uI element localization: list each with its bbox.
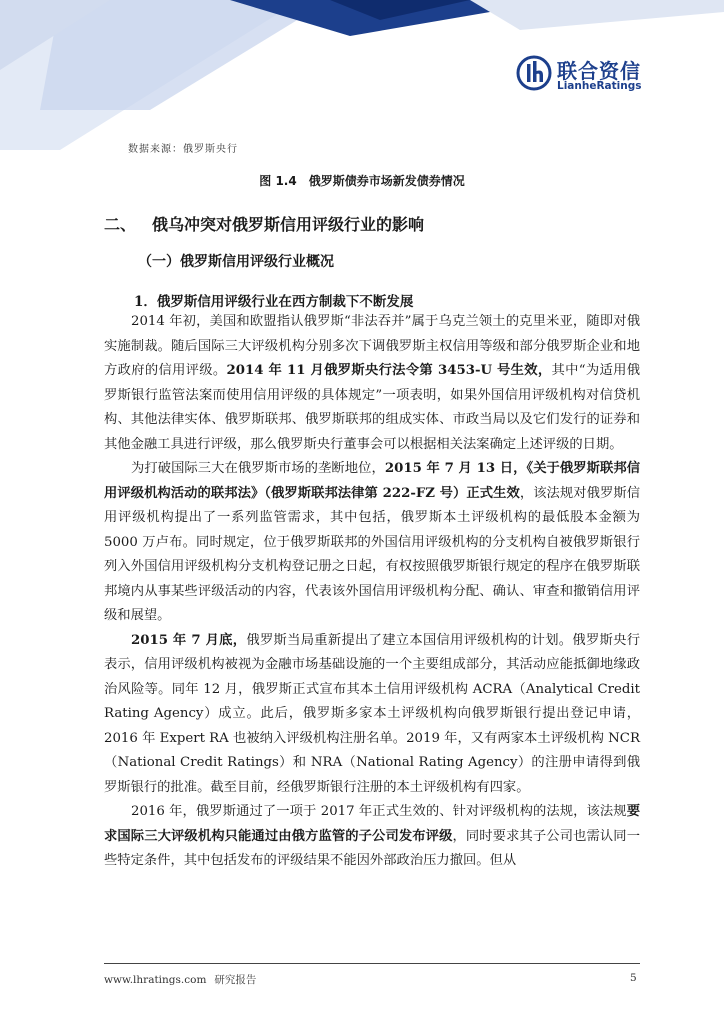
footer-website-link[interactable]: www.lhratings.com: [104, 974, 207, 986]
paragraph-2-part-a: 为打破国际三大在俄罗斯市场的垄断地位，: [131, 461, 385, 476]
data-source-note: 数据来源：俄罗斯央行: [128, 144, 238, 155]
subsubsection-heading: 1．俄罗斯信用评级行业在西方制裁下不断发展: [134, 294, 414, 310]
footer-doc-type: 研究报告: [214, 974, 257, 986]
paragraph-3-bold: 2015 年 7 月底，: [131, 632, 247, 648]
paragraph-1: [104, 310, 640, 457]
banner-shape-pale-right: [470, 0, 724, 30]
paragraph-2: [104, 457, 640, 629]
footer-divider: [104, 963, 640, 964]
logo-english-name: LianheRatings: [557, 80, 642, 92]
figure-caption: 图 1.4 俄罗斯债券市场新发债券情况: [259, 174, 465, 188]
paragraph-4-bold: 要求国际三大评级机构只能通过由俄方监管的子公司发布评级: [104, 804, 640, 844]
paragraph-3-part-b: 俄罗斯当局重新提出了建立本国信用评级机构的计划。俄罗斯央行表示，信用评级机构被视为金融市场基础设施的一个主要组成部分，其活动应能抵御地缘政治风险等。同年 12 月，俄罗斯正式宣布其本土信用评级机构 ACRA（Analytical Credit Rating Agency）成立。此后，俄罗斯多家本土评级机构向俄罗斯银行提出登记申请，2016 年 Expert RA 也被纳入评级机构注册名单。2019 年，又有两家本土评级机构 NCR（National Credit Ratings）和 NRA（National Rating Agency）的注册申请得到俄罗斯银行的批准。截至目前，经俄罗斯银行注册的本土评级机构有四家。: [104, 632, 641, 795]
footer-info: [104, 972, 256, 987]
section-title: 俄乌冲突对俄罗斯信用评级行业的影响: [152, 215, 425, 234]
paragraph-1-part-c: 其中“为适用俄罗斯银行监管法案而使用信用评级的具体规定”一项表明，如果外国信用评级机构对信贷机构、其他法律实体、俄罗斯联邦、俄罗斯联邦的组成实体、市政当局以及它们发行的证券和其他金融工具进行评级，那么俄罗斯央行董事会可以根据相关法案确定上述评级的日期。: [104, 363, 640, 452]
paragraph-1-part-a: 2014 年初，美国和欧盟指认俄罗斯“非法吞并”属于乌克兰领土的克里米亚，随即对俄实施制裁。随后国际三大评级机构分别多次下调俄罗斯主权信用等级和部分俄罗斯企业和地方政府的信用评级。: [104, 314, 640, 378]
paragraph-3: [104, 629, 640, 801]
lianhe-logo-icon: [516, 55, 552, 91]
section-number: 二、: [104, 215, 137, 234]
paragraph-4: [104, 800, 640, 874]
paragraph-2-part-c: ，该法规对俄罗斯信用评级机构提出了一系列监管需求，其中包括，俄罗斯本土评级机构的最低股本金额为 5000 万卢布。同时规定，位于俄罗斯联邦的外国信用评级机构的分支机构自被俄罗斯银行列入外国信用评级机构分支机构登记册之日起，有权按照俄罗斯银行规定的程序在俄罗斯联邦境内从事某些评级活动的内容，代表该外国信用评级机构分配、确认、审查和撤销信用评级和展望。: [104, 485, 641, 623]
logo-chinese-name: 联合资信: [557, 59, 641, 83]
page-number: 5: [630, 972, 637, 984]
company-logo: [516, 55, 646, 95]
subsection-heading: （一）俄罗斯信用评级行业概况: [138, 254, 334, 270]
paragraph-4-part-a: 2016 年，俄罗斯通过了一项于 2017 年正式生效的、针对评级机构的法规，该法规: [131, 804, 627, 819]
paragraph-1-bold: 2014 年 11 月俄罗斯央行法令第 3453-U 号生效，: [226, 363, 552, 378]
paragraph-4-part-c: ，同时要求其子公司也需认同一些特定条件，其中包括发布的评级结果不能因外部政治压力撤回。但从: [104, 828, 640, 868]
section-heading: [104, 212, 424, 235]
paragraph-2-bold: 2015 年 7 月 13 日，《关于俄罗斯联邦信用评级机构活动的联邦法》（俄罗斯联邦法律第 222-FZ 号）正式生效: [104, 461, 641, 501]
body-text: [104, 310, 640, 874]
